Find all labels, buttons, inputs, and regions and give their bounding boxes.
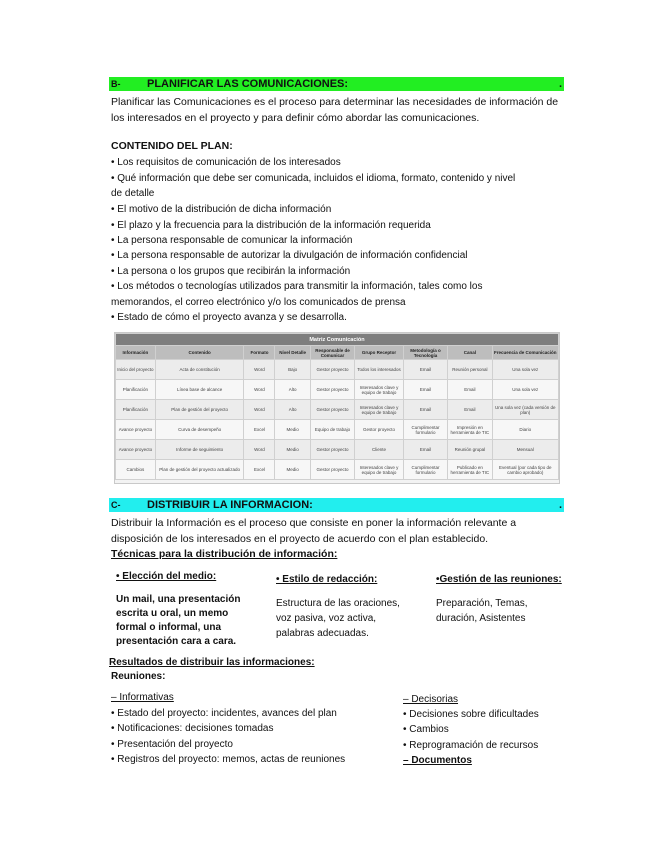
table-cell: Alto: [275, 400, 310, 420]
eleccion-title: • Elección del medio:: [116, 571, 217, 582]
table-cell: Medio: [275, 440, 310, 460]
table-row: [116, 400, 559, 420]
matrix-header: Información: [116, 346, 156, 360]
table-cell: Avance proyecto: [116, 420, 156, 440]
estilo-line: palabras adecuadas.: [276, 628, 369, 639]
table-cell: Diario: [492, 420, 559, 440]
tecnicas-title: Técnicas para la distribución de información:: [111, 548, 338, 560]
matrix-header: Grupo Receptor: [355, 346, 404, 360]
plan-item: • La persona responsable de comunicar la información: [111, 235, 353, 246]
section-c-intro-2: disposición de los interesados en el proyecto de acuerdo con el plan establecido.: [111, 533, 489, 545]
table-cell: Medio: [275, 460, 310, 480]
table-cell: Gestor proyecto: [310, 440, 354, 460]
table-cell: Word: [244, 400, 275, 420]
table-cell: Alto: [275, 380, 310, 400]
section-c-header: [109, 498, 564, 512]
table-cell: Impresión en herramienta de TIC: [448, 420, 492, 440]
table-row: [116, 440, 559, 460]
matrix-header: Metodología o Tecnología: [403, 346, 447, 360]
documentos-title: – Documentos: [403, 755, 472, 766]
section-b-intro-1: Planificar las Comunicaciones es el proceso para determinar las necesidades de información de: [111, 96, 559, 108]
table-cell: Línea base de alcance: [155, 380, 244, 400]
contenido-title: CONTENIDO DEL PLAN:: [111, 140, 233, 152]
table-cell: Inicio del proyecto: [116, 360, 156, 380]
section-c-trail: .: [558, 499, 562, 511]
plan-item: • Qué información que debe ser comunicada, incluidos el idioma, formato, contenido y nivel: [111, 173, 516, 184]
estilo-title: • Estilo de redacción:: [276, 574, 378, 585]
estilo-line: voz pasiva, voz activa,: [276, 613, 377, 624]
table-cell: Email: [448, 400, 492, 420]
resultados-title: Resultados de distribuir las informaciones:: [109, 657, 315, 668]
informativas-item: • Presentación del proyecto: [111, 739, 233, 750]
table-cell: Planificación: [116, 380, 156, 400]
eleccion-line: formal o informal, una: [116, 622, 222, 633]
table-cell: Gestor proyecto: [355, 420, 404, 440]
table-cell: Informe de seguimiento: [155, 440, 244, 460]
table-cell: Curva de desempeño: [155, 420, 244, 440]
table-cell: Publicado en herramienta de TIC: [448, 460, 492, 480]
table-cell: Avance proyecto: [116, 440, 156, 460]
decisorias-title: – Decisorias: [403, 694, 459, 705]
plan-item: • Los requisitos de comunicación de los interesados: [111, 157, 341, 168]
matrix-header: Nivel Detalle: [275, 346, 310, 360]
section-b-trail: .: [558, 78, 562, 90]
table-cell: Bajo: [275, 360, 310, 380]
table-cell: Una sola vez: [492, 360, 559, 380]
table-cell: Cambios: [116, 460, 156, 480]
gestion-line: Preparación, Temas,: [436, 598, 528, 609]
section-c-intro-1: Distribuir la Información es el proceso que consiste en poner la información relevante a: [111, 517, 517, 529]
table-cell: Email: [448, 380, 492, 400]
matrix-header: Frecuencia de Comunicación: [492, 346, 559, 360]
table-cell: Planificación: [116, 400, 156, 420]
table-cell: Plan de gestión del proyecto actualizado: [155, 460, 244, 480]
matrix-header: Contenido: [155, 346, 244, 360]
reuniones-label: Reuniones:: [111, 671, 166, 682]
informativas-item: • Estado del proyecto: incidentes, avances del plan: [111, 708, 337, 719]
table-cell: Word: [244, 360, 275, 380]
table-cell: Cliente: [355, 440, 404, 460]
table-cell: Gestor proyecto: [310, 380, 354, 400]
table-cell: Gestor proyecto: [310, 460, 354, 480]
table-cell: Gestor proyecto: [310, 400, 354, 420]
eleccion-line: escrita u oral, un memo: [116, 608, 229, 619]
decisorias-item: • Decisiones sobre dificultades: [403, 709, 539, 720]
table-cell: Reunión personal: [448, 360, 492, 380]
eleccion-line: Un mail, una presentación: [116, 594, 241, 605]
eleccion-line: presentación cara a cara.: [116, 636, 237, 647]
table-cell: Reunión grupal: [448, 440, 492, 460]
section-b-title: PLANIFICAR LAS COMUNICACIONES:: [147, 78, 349, 90]
table-cell: Mensual: [492, 440, 559, 460]
matrix-header-row: [116, 346, 559, 360]
section-b-letter: B-: [111, 79, 121, 89]
matrix-header: Canal: [448, 346, 492, 360]
plan-item: • Estado de cómo el proyecto avanza y se desarrolla.: [111, 312, 347, 323]
table-row: [116, 360, 559, 380]
decisorias-item: • Cambios: [403, 724, 449, 735]
table-cell: Cumplimentar formulario: [403, 420, 447, 440]
table-cell: Email: [403, 360, 447, 380]
gestion-title: •Gestión de las reuniones:: [436, 574, 562, 585]
table-cell: Medio: [275, 420, 310, 440]
matrix-header: Responsable de Comunicar: [310, 346, 354, 360]
informativas-item: • Notificaciones: decisiones tomadas: [111, 723, 274, 734]
plan-item: memorandos, el correo electrónico y/o los comunicados de prensa: [111, 297, 406, 308]
table-cell: Una sola vez: [492, 380, 559, 400]
table-cell: Interesados clave y equipo de trabajo: [355, 380, 404, 400]
matrix-header: Formato: [244, 346, 275, 360]
section-b-header: [109, 77, 564, 91]
table-cell: Cumplimentar formulario: [403, 460, 447, 480]
table-cell: Email: [403, 440, 447, 460]
communication-matrix: [114, 332, 560, 484]
informativas-title: – Informativas: [111, 692, 174, 703]
gestion-line: duración, Asistentes: [436, 613, 526, 624]
table-cell: Interesados clave y equipo de trabajo: [355, 460, 404, 480]
table-cell: Eventual (por cada tipo de cambio aprobado): [492, 460, 559, 480]
section-c-letter: C-: [111, 500, 121, 510]
section-c-title: DISTRIBUIR LA INFORMACION:: [147, 499, 313, 511]
plan-item: • Los métodos o tecnologías utilizados para transmitir la información, tales como los: [111, 281, 483, 292]
estilo-line: Estructura de las oraciones,: [276, 598, 400, 609]
table-row: [116, 420, 559, 440]
table-cell: Plan de gestión del proyecto: [155, 400, 244, 420]
plan-item: • El plazo y la frecuencia para la distribución de la información requerida: [111, 220, 431, 231]
section-b-intro-2: los interesados en el proyecto y para definir cómo abordar las comunicaciones.: [111, 112, 480, 124]
table-cell: Word: [244, 440, 275, 460]
table-cell: Email: [403, 380, 447, 400]
table-cell: Interesados clave y equipo de trabajo: [355, 400, 404, 420]
table-cell: Una sola vez (cada versión de plan): [492, 400, 559, 420]
plan-item: • La persona o los grupos que recibirán la información: [111, 266, 351, 277]
informativas-item: • Registros del proyecto: memos, actas de reuniones: [111, 754, 346, 765]
plan-item: • El motivo de la distribución de dicha información: [111, 204, 332, 215]
table-cell: Word: [244, 380, 275, 400]
table-cell: Acta de constitución: [155, 360, 244, 380]
table-cell: Excel: [244, 460, 275, 480]
plan-item: de detalle: [111, 188, 155, 199]
table-cell: Equipo de trabajo: [310, 420, 354, 440]
decisorias-item: • Reprogramación de recursos: [403, 740, 539, 751]
table-row: [116, 380, 559, 400]
matrix-title: Matriz Comunicación: [116, 334, 559, 346]
plan-item: • La persona responsable de autorizar la divulgación de información confidencial: [111, 250, 468, 261]
table-row: [116, 460, 559, 480]
table-cell: Gestor proyecto: [310, 360, 354, 380]
table-cell: Excel: [244, 420, 275, 440]
table-cell: Todos los interesados: [355, 360, 404, 380]
table-cell: Email: [403, 400, 447, 420]
